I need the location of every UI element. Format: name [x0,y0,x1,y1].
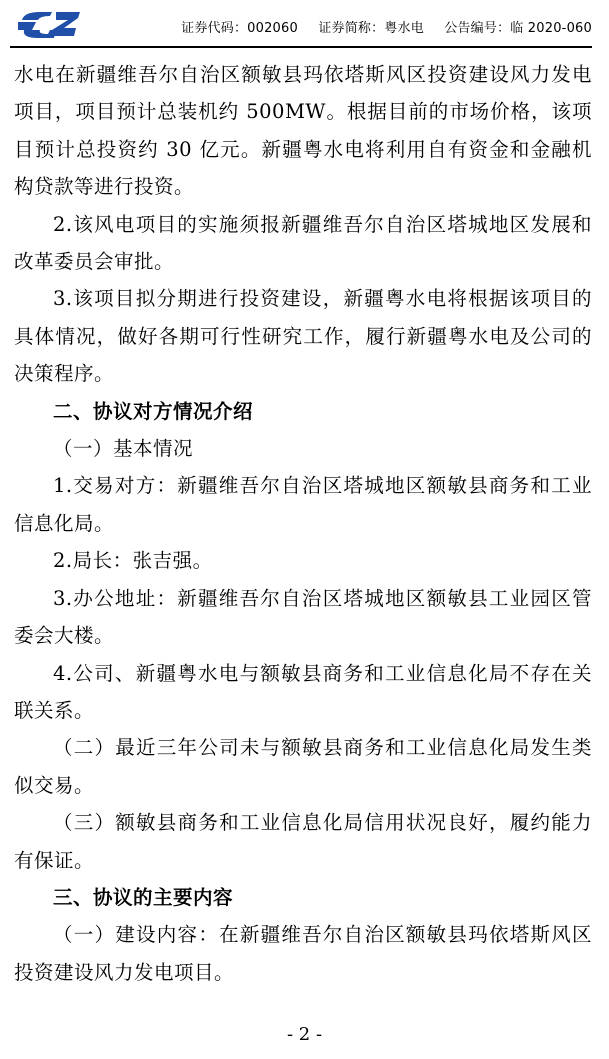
page-header [10,0,592,54]
paragraph: （一）建设内容：在新疆维吾尔自治区额敏县玛依塔斯风区投资建设风力发电项目。 [14,923,592,984]
document-body [14,56,592,991]
header-divider [10,46,592,48]
stock-abbr: 证券简称：粤水电 [318,21,424,36]
header-info [165,17,592,36]
paragraph: （三）额敏县商务和工业信息化局信用状况良好，履约能力有保证。 [14,811,592,872]
section-heading: 三、协议的主要内容 [53,885,234,909]
paragraph: 3.办公地址：新疆维吾尔自治区塔城地区额敏县工业园区管委会大楼。 [14,586,592,648]
paragraph: 2.该风电项目的实施须报新疆维吾尔自治区塔城地区发展和改革委员会审批。 [14,212,592,274]
company-logo-icon [16,8,82,40]
paragraph: 水电在新疆维吾尔自治区额敏县玛依塔斯风区投资建设风力发电项目，项目预计总装机约 500MW。根据目前的市场价格，该项目预计总投资约 30 亿元。新疆粤水电将利用自有资金和金融机构贷款等进行投资。 [14,63,592,199]
paragraph: 4.公司、新疆粤水电与额敏县商务和工业信息化局不存在关联关系。 [14,661,592,722]
section-heading: 二、协议对方情况介绍 [53,399,254,423]
stock-code: 证券代码：002060 [181,21,298,36]
paragraph: 2.局长：张吉强。 [53,549,213,573]
paragraph: （二）最近三年公司未与额敏县商务和工业信息化局发生类似交易。 [14,736,592,797]
paragraph: 1.交易对方：新疆维吾尔自治区塔城地区额敏县商务和工业信息化局。 [14,474,592,535]
paragraph: 3.该项目拟分期进行投资建设，新疆粤水电将根据该项目的具体情况，做好各期可行性研究工作，履行新疆粤水电及公司的决策程序。 [14,287,592,386]
notice-number: 公告编号：临 2020-060 [444,21,592,36]
page-number: - 2 - [286,1024,323,1045]
subsection-heading: （一）基本情况 [53,437,194,461]
